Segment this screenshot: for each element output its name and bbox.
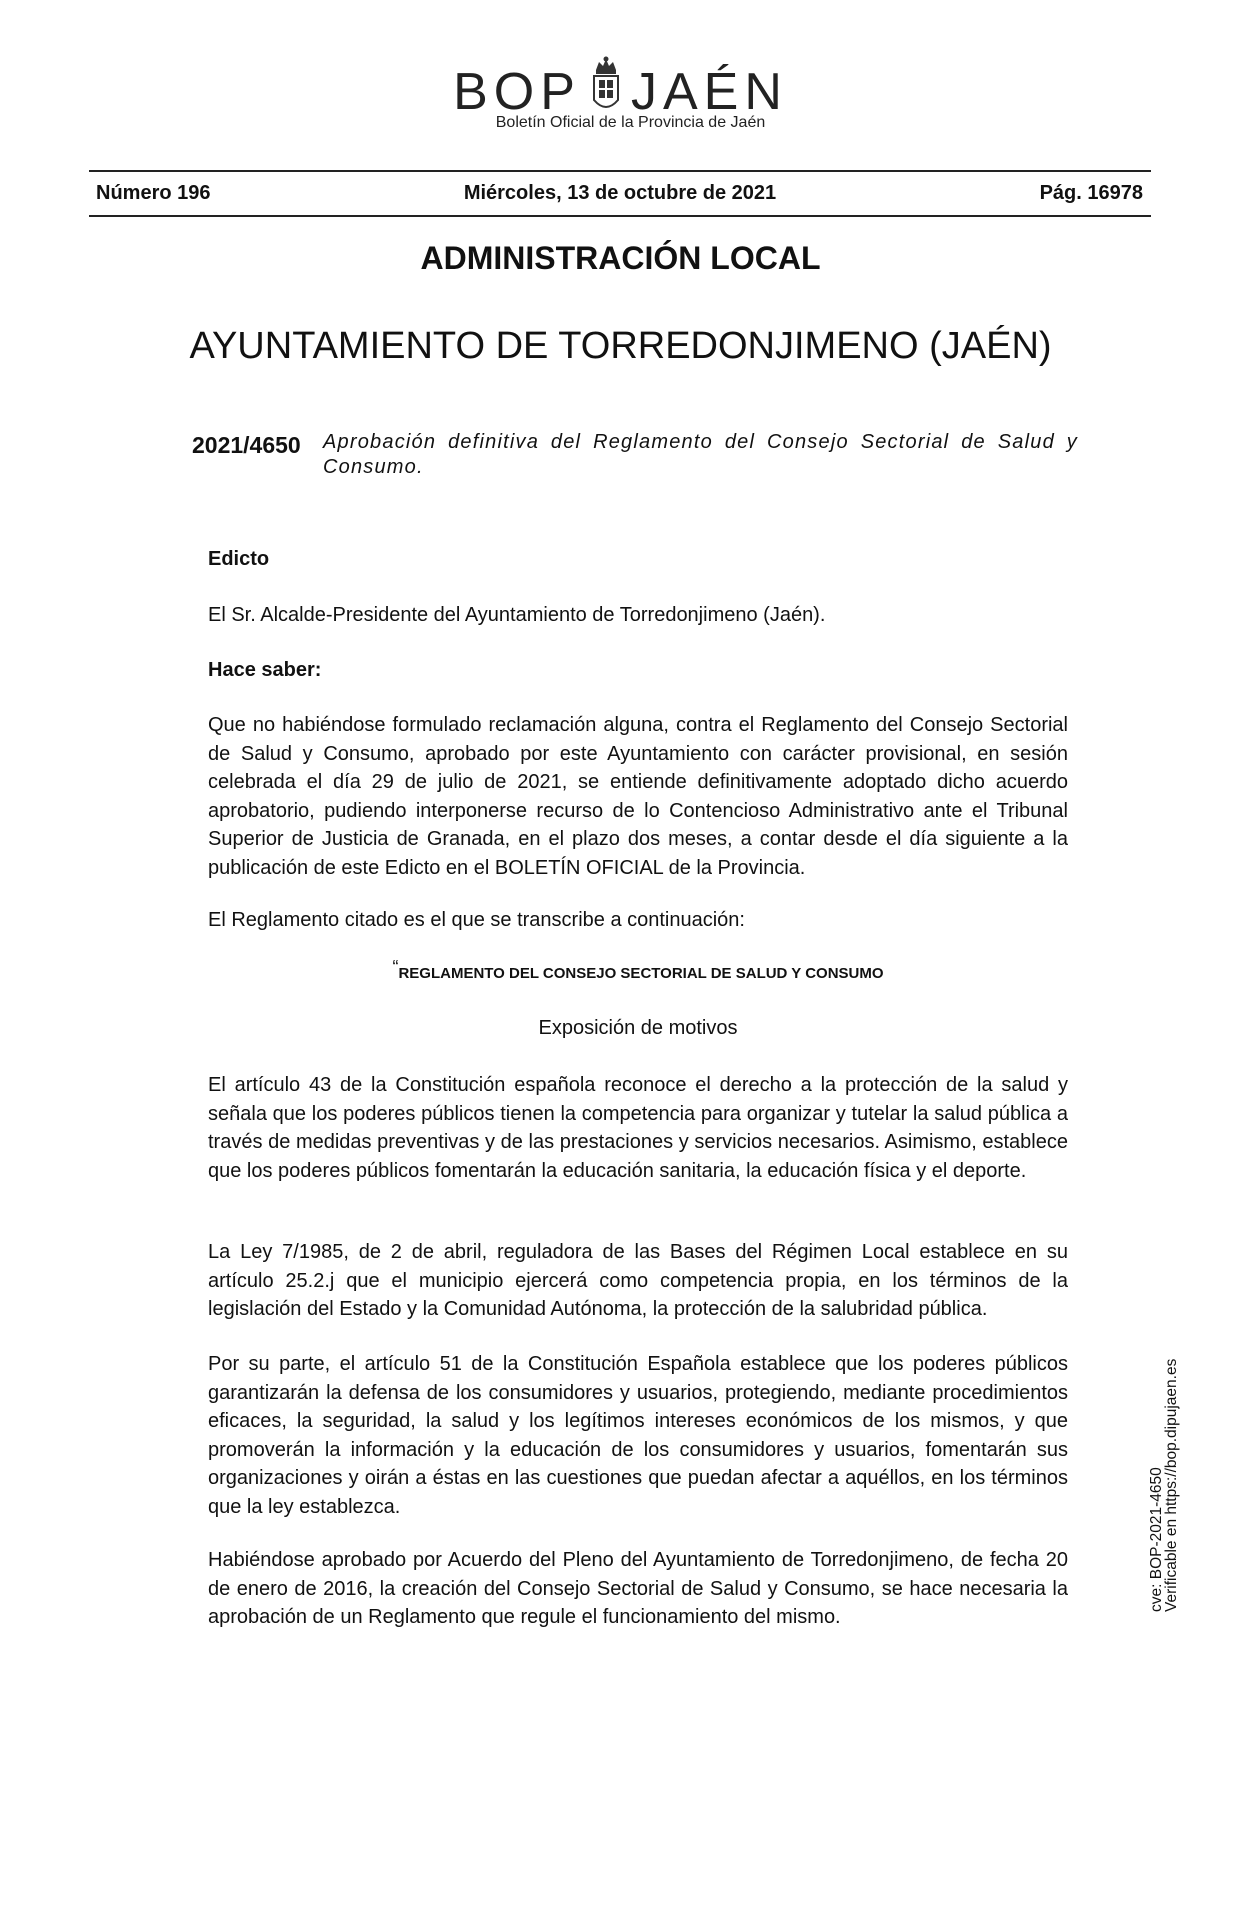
issue-number: Número 196 <box>96 182 211 204</box>
issue-header-bar <box>89 170 1151 217</box>
masthead-subtitle: Boletín Oficial de la Provincia de Jaén <box>495 114 766 131</box>
masthead <box>0 30 1241 140</box>
entity-title: AYUNTAMIENTO DE TORREDONJIMENO (JAÉN) <box>189 325 1052 367</box>
paragraph-articulo-51: Por su parte, el artículo 51 de la Constitución Española establece que los poderes públicos garantizarán la defensa de los consumidores y usuarios, protegiendo, mediante procedimientos eficaces, la seguridad, la salud y los legítimos intereses económicos de los mismos, y que promoverán la información y la educación de los consumidores y usuarios, fomentarán sus organizaciones y oirán a éstas en las cuestiones que puedan afectar a aquéllos, en los términos que la ley establezca. <box>208 1353 1068 1518</box>
paragraph-articulo-43: El artículo 43 de la Constitución española reconoce el derecho a la protección de la salud y señala que los poderes públicos tienen la competencia para organizar y tutelar la salud pública a través de medidas preventivas y de las prestaciones y servicios necesarios. Asimismo, establece que los poderes públicos fomentarán la educación sanitaria, la educación física y el deporte. <box>208 1074 1068 1182</box>
announcement-description: Aprobación definitiva del Reglamento del Consejo Sectorial de Salud y Consumo. <box>323 431 1078 478</box>
paragraph-reglamento-citado: El Reglamento citado es el que se transcribe a continuación: <box>208 909 745 931</box>
paragraph-creacion-consejo: Habiéndose aprobado por Acuerdo del Pleno del Ayuntamiento de Torredonjimeno, de fecha 20 de enero de 2016, la creación del Consejo Sectorial de Salud y Consumo, se hace necesaria la aprobación de un Reglamento que regule el funcionamiento del mismo. <box>208 1549 1068 1629</box>
opening-quote: “ <box>392 957 399 977</box>
exposicion-heading: Exposición de motivos <box>538 1017 738 1039</box>
verification-note <box>1148 1358 1180 1912</box>
logo-bop-text: BOP <box>453 63 581 121</box>
section-title: ADMINISTRACIÓN LOCAL <box>420 240 821 276</box>
announcement-reference: 2021/4650 <box>192 432 301 458</box>
intro-paragraph: El Sr. Alcalde-Presidente del Ayuntamiento de Torredonjimeno (Jaén). <box>208 604 826 626</box>
hace-saber-heading: Hace saber: <box>208 659 322 681</box>
issue-date: Miércoles, 13 de octubre de 2021 <box>463 182 777 204</box>
edicto-heading: Edicto <box>208 548 270 570</box>
paragraph-reclamacion: Que no habiéndose formulado reclamación alguna, contra el Reglamento del Consejo Sectorial de Salud y Consumo, aprobado por este Ayuntamiento con carácter provisional, en sesión celebrada el día 29 de julio de 2021, se entiende definitivamente adoptado dicho acuerdo aprobatorio, pudiendo interponerse recurso de lo Contencioso Administrativo ante el Tribunal Superior de Justicia de Granada, en el plazo dos meses, a contar desde el día siguiente a la publicación de este Edicto en el BOLETÍN OFICIAL de la Provincia. <box>208 714 1068 879</box>
logo-jaen-text: JAÉN <box>630 63 788 121</box>
regulation-title <box>208 957 1068 983</box>
regulation-title-text: REGLAMENTO DEL CONSEJO SECTORIAL DE SALUD Y CONSUMO <box>398 965 884 982</box>
crest-icon <box>589 56 623 116</box>
page-number: Pág. 16978 <box>1039 182 1143 204</box>
verification-url: Verificable en https://bop.dipujaen.es <box>1163 1358 1180 1612</box>
logo <box>0 62 1241 122</box>
paragraph-ley-7-1985: La Ley 7/1985, de 2 de abril, reguladora de las Bases del Régimen Local establece en su artículo 25.2.j que el municipio ejercerá como competencia propia, en los términos de la legislación del Estado y la Comunidad Autónoma, la protección de la salubridad pública. <box>208 1241 1068 1321</box>
cve-code: cve: BOP-2021-4650 <box>1148 1467 1165 1612</box>
